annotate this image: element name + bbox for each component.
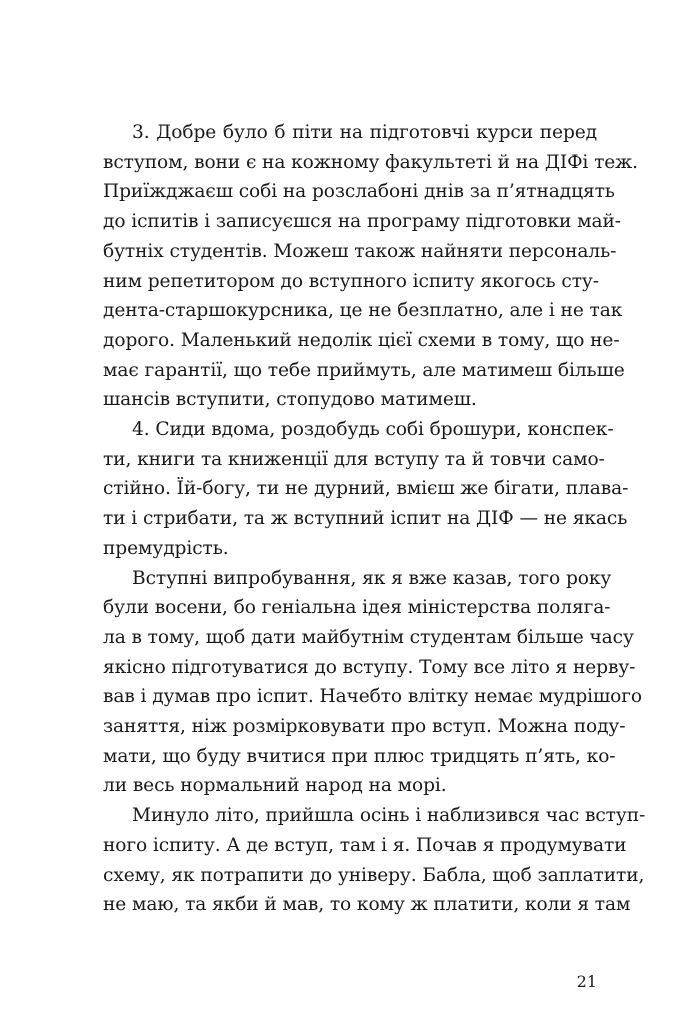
text-line: 4. Сиди вдома, роздобудь собі брошури, конспек- [132, 419, 614, 441]
text-line: стійно. Їй-богу, ти не дурний, вмієш же бігати, плава- [103, 478, 629, 500]
text-line: були восени, бо геніальна ідея міністерства поляга- [103, 597, 611, 619]
text-line: дорого. Маленький недолік цієї схеми в тому, що не- [103, 329, 620, 351]
text-line: вав і думав про іспит. Начебто влітку немає мудрішого [103, 686, 643, 708]
text-line: схему, як потрапити до універу. Бабла, щоб заплатити, [103, 864, 645, 886]
paragraph-summer-passed [103, 801, 646, 920]
text-line: Приїжджаєш собі на розслабоні днів за п’ятнадцять [103, 181, 615, 203]
text-line: 3. Добре було б піти на підготовчі курси перед [132, 122, 597, 143]
text-line: ти, книги та книженції для вступу та й товчи само- [103, 448, 605, 470]
text-line: заняття, ніж розмірковувати про вступ. Можна поду- [103, 716, 626, 738]
text-line: ли весь нормальний народ на морі. [103, 775, 447, 797]
text-line: ти і стрибати, та ж вступний іспит на ДІФ — не якась [103, 508, 628, 530]
text-line: дента-старшокурсника, це не безплатно, але і не так [103, 300, 623, 322]
page-number: 21 [576, 972, 597, 991]
paragraph-item-4 [103, 415, 629, 564]
text-line: ла в тому, щоб дати майбутнім студентам більше часу [103, 626, 634, 648]
paragraph-item-3 [103, 118, 638, 415]
text-line: Вступні випробування, як я вже казав, того року [132, 567, 612, 589]
text-line: ним репетитором до вступного іспиту якогось сту- [103, 270, 599, 292]
text-line: бутніх студентів. Можеш також найняти персональ- [103, 240, 617, 262]
text-line: до іспитів і записуєшся на програму підготовки май- [103, 211, 621, 233]
text-line: мати, що буду вчитися при плюс тридцять п’ять, ко- [103, 745, 616, 767]
text-line: якісно підготуватися до вступу. Тому все літо я нерву- [103, 656, 636, 678]
text-line: має гарантії, що тебе приймуть, але матимеш більше [103, 359, 625, 381]
text-line: ного іспиту. А де вступ, там і я. Почав я продумувати [103, 834, 627, 856]
text-line: шансів вступити, стопудово матимеш. [103, 389, 477, 411]
text-line: Минуло літо, прийшла осінь і наблизився час вступ- [132, 805, 646, 827]
text-line: вступом, вони є на кожному факультеті й на ДІФі теж. [103, 151, 638, 173]
paragraph-entrance-tests [103, 564, 643, 802]
text-line: премудрість. [103, 537, 229, 559]
text-line: не маю, та якби й мав, то кому ж платити, коли я там [103, 894, 631, 916]
body-text [103, 118, 646, 920]
